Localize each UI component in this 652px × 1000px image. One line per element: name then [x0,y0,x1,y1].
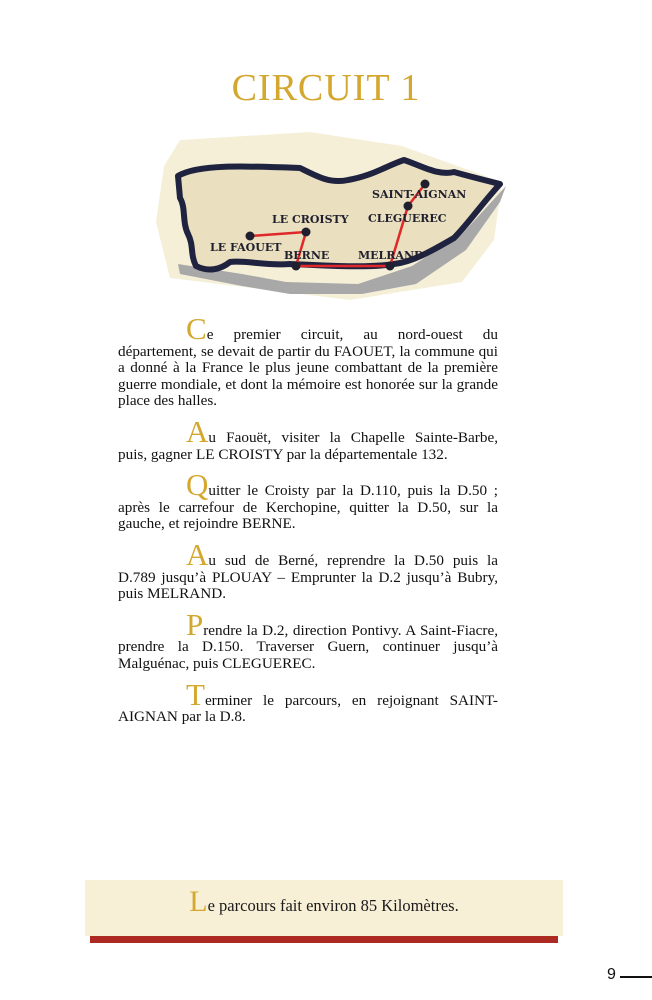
town-label-melrand: MELRAND [358,249,424,262]
town-label-saint-aignan: SAINT-AIGNAN [372,188,467,201]
town-label-berne: BERNE [284,249,330,262]
paragraph-text: e premier circuit, au nord-ouest du département, se devait de partir du FAOUET, la commune qui a donné à la France le plus jeune combattant de la première guerre mondiale, et dont la mémoire est honorée sur la grande place des halles. [118,326,498,410]
circuit-map [150,126,510,306]
summary-text [85,885,563,918]
paragraph-text: u Faouët, visiter la Chapelle Sainte-Barbe, puis, gagner LE CROISTY par la départementale 132. [118,428,498,463]
town-label-cleguerec: CLEGUEREC [368,212,447,225]
summary-underline [90,936,558,943]
paragraph [118,311,498,410]
paragraph [118,676,498,726]
town-label-le-faouet: LE FAOUET [210,241,282,254]
paragraph-text: erminer le parcours, en rejoignant SAINT-AIGNAN par la D.8. [118,691,498,726]
town-label-le-croisty: LE CROISTY [272,213,349,226]
drop-cap: Q [186,467,209,503]
paragraph-text: u sud de Berné, reprendre la D.50 puis la D.789 jusqu’à PLOUAY – Emprunter la D.2 jusqu’à Bubry, puis MELRAND. [118,551,498,603]
paragraph [118,467,498,533]
page-number: 9 [607,966,616,983]
itinerary-text [118,311,498,741]
drop-cap: T [186,676,205,712]
drop-cap: A [186,536,209,572]
paragraph [118,536,498,603]
drop-cap: A [186,413,209,449]
paragraph-text: uitter le Croisty par la D.110, puis la D.50 ; après le carrefour de Kerchopine, quitter la D.50, sur la gauche, et rejoindre BERNE. [118,482,498,533]
page-title: CIRCUIT 1 [231,67,421,109]
summary-label: e parcours fait environ 85 Kilomètres. [207,896,459,915]
paragraph [118,606,498,673]
paragraph [118,413,498,463]
paragraph-text: rendre la D.2, direction Pontivy. A Saint-Fiacre, prendre la D.150. Traverser Guern, continuer jusqu’à Malguénac, puis CLEGUEREC. [118,621,498,672]
drop-cap: L [189,885,208,918]
drop-cap: P [186,606,204,642]
drop-cap: C [186,311,207,346]
page-number-rule [620,976,652,978]
